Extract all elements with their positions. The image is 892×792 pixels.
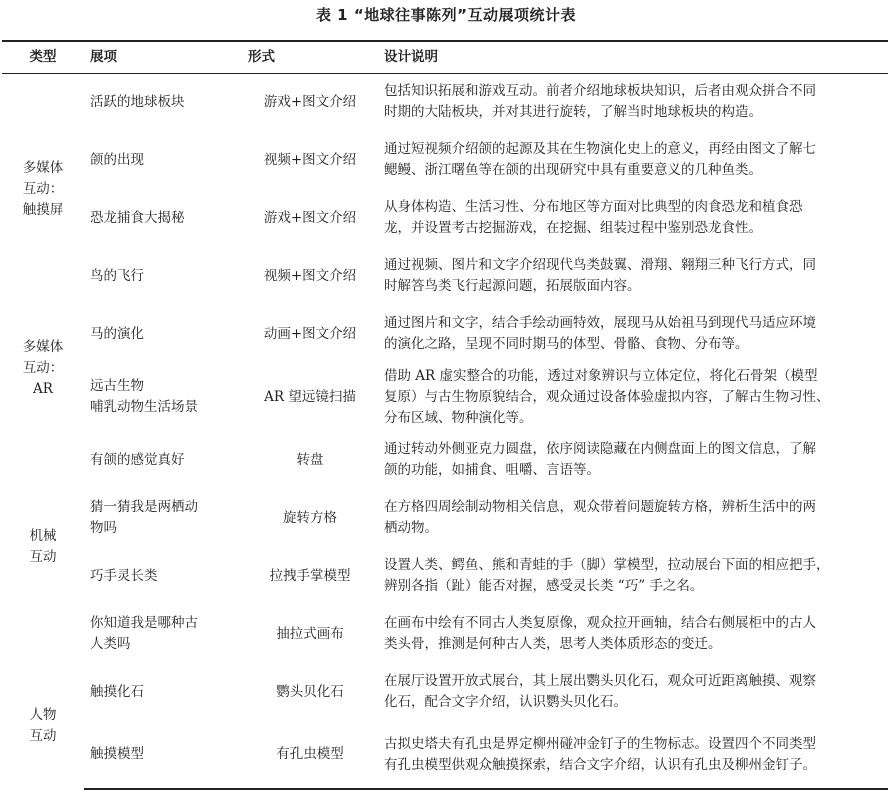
form-cell: 动画+图文介绍 [263,325,357,342]
form-cell: 抽拉式画布 [276,625,344,642]
form-cell: 拉拽手掌模型 [269,567,351,584]
table-row [2,431,888,489]
description-line: 从身体构造、生活习性、分布地区等方面对比典型的肉食恐龙和植食恐 [384,199,803,215]
description-line: 古拟史塔夫有孔虫是界定柳州碰冲金钉子的生物标志。设置四个不同类型 [384,735,816,752]
description-cell [378,189,888,247]
item-cell [84,247,242,305]
type-cell [2,431,84,663]
item-cell [84,305,242,363]
description-cell [378,431,888,489]
type-label-line: 互动： [22,180,64,197]
form-cell: 视频+图文介绍 [263,151,357,168]
description-line: 借助 AR 虚实整合的功能，透过对象辨识与立体定位，将化石骨架（模型 [384,367,818,384]
table-row [2,189,888,247]
header-desc: 设计说明 [378,41,888,73]
item-cell [84,131,242,189]
item-label-line: 人类吗 [90,636,131,652]
item-cell [84,431,242,489]
item-cell [84,721,242,789]
item-label-line: 活跃的地球板块 [90,93,185,110]
table-row [2,73,888,131]
item-label-line: 你知道我是哪种古 [90,615,198,631]
type-label-line: 互动： [22,359,64,376]
item-cell [84,189,242,247]
description-line: 鳃鳗、浙江曙鱼等在颌的出现研究中具有重要意义的几种鱼类。 [384,162,762,178]
form-cell: 旋转方格 [283,509,337,526]
description-line: 龙，并设置考古挖掘游戏，在挖掘、组装过程中鉴别恐龙食性。 [384,220,762,236]
description-line: 复原）与古生物原貌结合，观众通过设备体验虚拟内容，了解古生物习性、 [384,388,830,405]
description-cell [378,489,888,547]
type-label-line: 互动 [29,728,57,744]
type-cell [2,73,84,305]
description-line: 时解答鸟类飞行起源问题，拓展版面内容。 [384,278,641,294]
type-label-line: AR [33,380,53,397]
table-row [2,605,888,663]
exhibit-table [2,40,888,790]
header-row [2,41,888,73]
description-cell [378,305,888,363]
table-row [2,489,888,547]
table-row [2,547,888,605]
description-cell [378,605,888,663]
description-cell [378,663,888,721]
description-line: 辨别各指（趾）能否对握，感受灵长类 “巧” 手之名。 [384,578,704,594]
description-line: 类头骨，推测是何种古人类，思考人类体质形态的变迁。 [384,636,722,652]
description-line: 通过图片和文字，结合手绘动画特效，展现马从始祖马到现代马适应环境 [384,315,816,331]
description-line: 包括知识拓展和游戏互动。前者介绍地球板块知识，后者由观众拼合不同 [384,83,816,100]
description-cell [378,247,888,305]
type-label-line: 互动 [29,549,57,565]
item-cell [84,363,242,431]
description-line: 通过视频、图片和文字介绍现代鸟类鼓翼、滑翔、翱翔三种飞行方式，同 [384,257,816,273]
item-label-line: 鸟的飞行 [90,267,144,284]
item-label-line: 有颌的感觉真好 [90,451,185,468]
item-cell [84,605,242,663]
description-line: 化石，配合文字介绍，认识鹦头贝化石。 [384,694,627,710]
table-row [2,363,888,431]
item-label-line: 远古生物 [90,378,144,394]
item-label-line: 猜一猜我是两栖动 [90,499,198,515]
description-line: 分布区域、物种演化等。 [384,409,533,426]
type-label-line: 多媒体 [22,338,64,355]
description-cell [378,73,888,131]
form-cell: 鹦头贝化石 [276,683,344,700]
type-label-line: 触摸屏 [22,201,64,218]
table-row [2,305,888,363]
item-label-line: 马的演化 [90,325,144,342]
type-cell [2,663,84,789]
table-body [2,73,888,789]
description-cell [378,131,888,189]
type-cell [2,305,84,431]
item-label-line: 颌的出现 [90,151,144,168]
item-label-line: 物吗 [90,520,117,536]
description-cell [378,721,888,789]
description-line: 在画布中绘有不同古人类复原像，观众拉开画轴，结合右侧展柜中的古人 [384,615,816,631]
form-cell: AR 望远镜扫描 [264,388,356,405]
description-line: 颌的功能，如捕食、咀嚼、言语等。 [384,462,600,478]
description-cell [378,363,888,431]
description-line: 栖动物。 [384,520,438,536]
item-cell [84,663,242,721]
header-form: 形式 [242,41,378,73]
description-line: 在方格四周绘制动物相关信息，观众带着问题旋转方格，辨析生活中的两 [384,499,816,515]
form-cell: 有孔虫模型 [242,721,378,789]
form-cell: 视频+图文介绍 [263,267,357,284]
description-cell [378,547,888,605]
item-cell [84,489,242,547]
header-item: 展项 [84,41,242,73]
type-label-line: 多媒体 [22,159,64,176]
description-line: 在展厅设置开放式展台，其上展出鹦头贝化石，观众可近距离触摸、观察 [384,673,816,689]
type-label-line: 机械 [29,528,57,544]
item-label-line: 巧手灵长类 [90,567,158,584]
item-label-line: 哺乳动物生活场景 [90,399,198,415]
description-line: 通过短视频介绍颌的起源及其在生物演化史上的意义，再经由图文了解七 [384,141,816,157]
description-line: 设置人类、鳄鱼、熊和青蛙的手（脚）掌模型，拉动展台下面的相应把手， [384,557,830,573]
item-label-line: 触摸化石 [90,683,144,700]
table-row [2,131,888,189]
type-label-line: 人物 [29,707,57,723]
item-cell [84,547,242,605]
table-row [2,721,888,789]
description-line: 时期的大陆板块，并对其进行旋转，了解当时地球板块的构造。 [384,104,762,121]
table-caption: 表 1 “地球往事陈列”互动展项统计表 [315,6,577,24]
description-line: 有孔虫模型供观众触摸探索，结合文字介绍，认识有孔虫及柳州金钉子。 [384,756,816,773]
description-line: 的演化之路，呈现不同时期马的体型、骨骼、食物、分布等。 [384,336,749,352]
form-cell: 游戏+图文介绍 [263,93,357,110]
form-cell: 游戏+图文介绍 [263,209,357,226]
item-cell [84,73,242,131]
table-row [2,247,888,305]
description-line: 通过转动外侧亚克力圆盘，依序阅读隐藏在内侧盘面上的图文信息，了解 [384,441,816,457]
header-type: 类型 [2,41,84,73]
table-row [2,663,888,721]
item-label-line: 触摸模型 [90,746,144,762]
form-cell: 转盘 [296,451,324,468]
item-label-line: 恐龙捕食大揭秘 [90,209,185,226]
